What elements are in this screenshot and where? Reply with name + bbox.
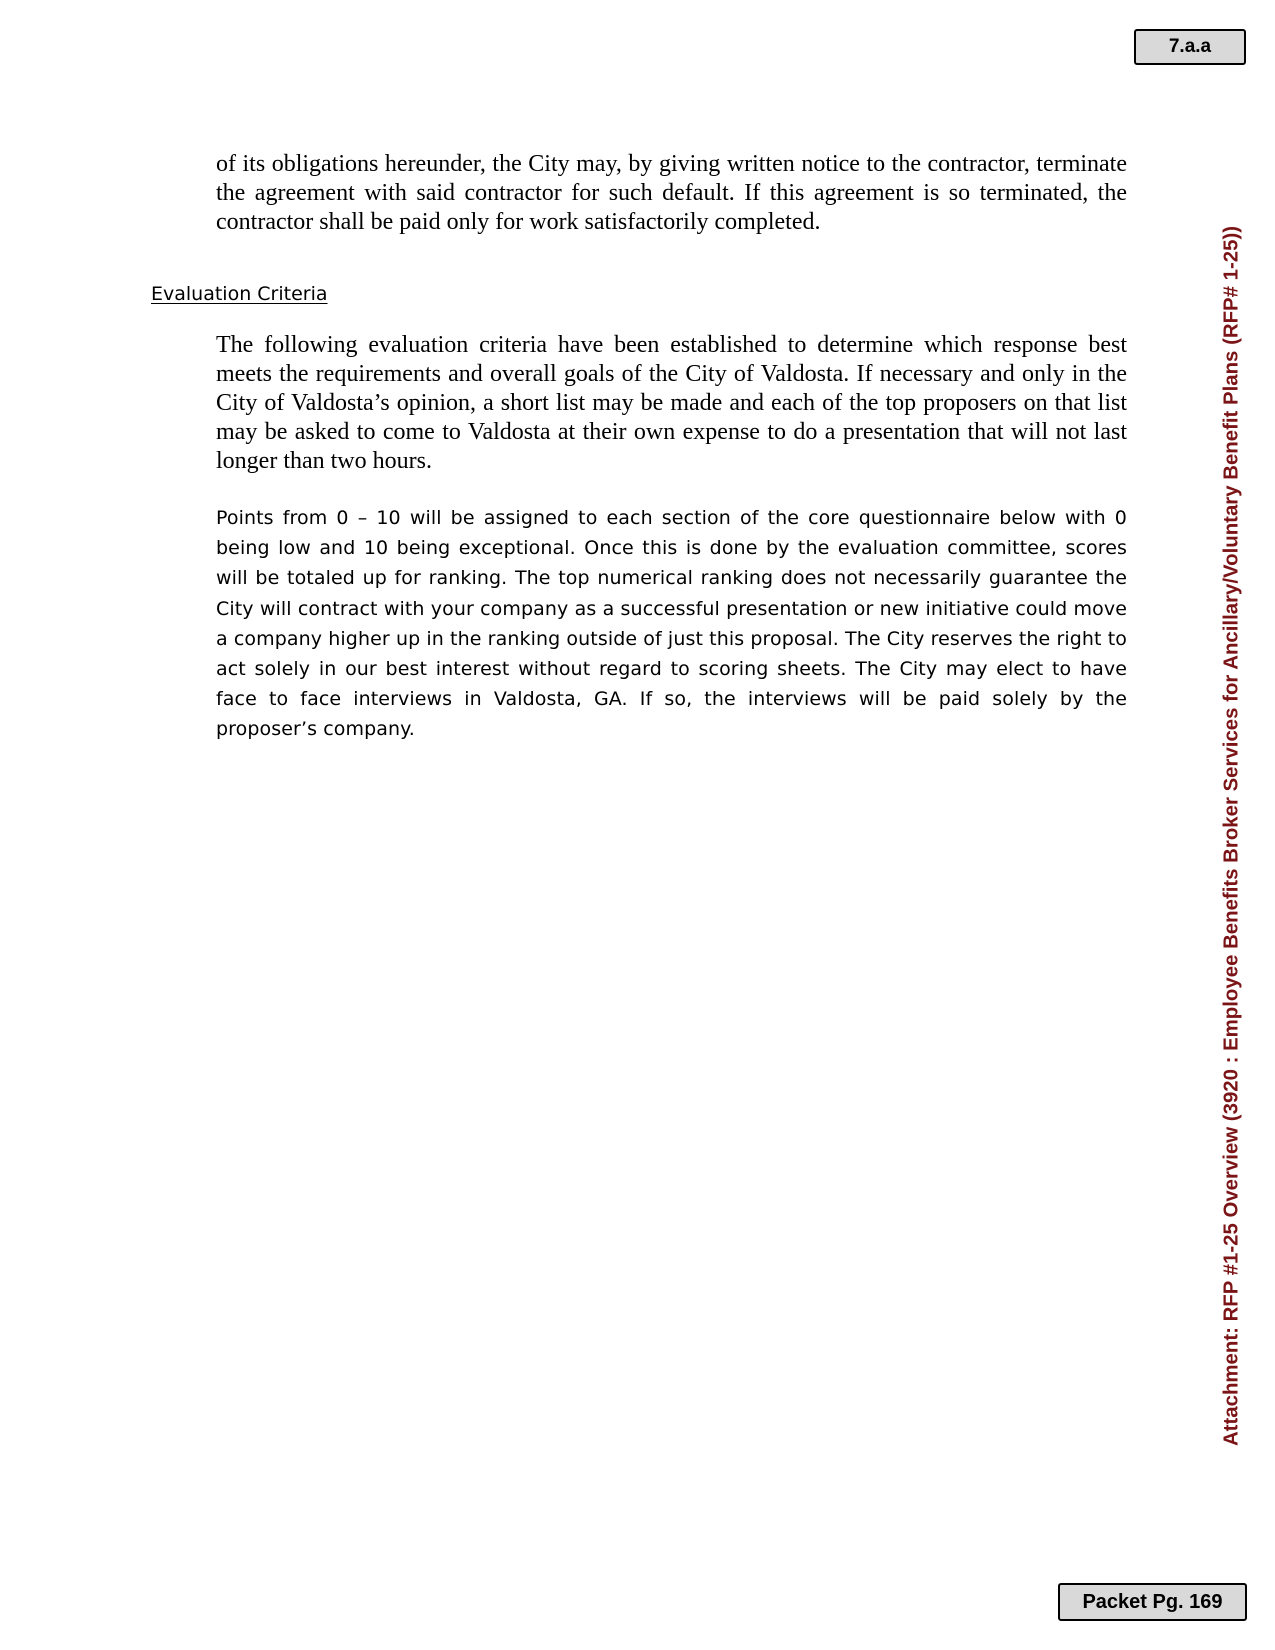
continuation-paragraph: of its obligations hereunder, the City may, by giving written notice to the contractor, terminate the agreement with said contractor for such default. If this agreement is so terminated, the contractor shall be paid only for work satisfactorily completed. bbox=[216, 151, 1127, 235]
points-paragraph: Points from 0 – 10 will be assigned to each section of the core questionnaire below with 0 being low and 10 being exceptional. Once this is done by the evaluation committee, scores will be totaled up for ranking. The top numerical ranking does not necessarily guarantee the City will contract with your company as a successful presentation or new initiative could move a company higher up in the ranking outside of just this proposal. The City reserves the right to act solely in our best interest without regard to scoring sheets. The City may elect to have face to face interviews in Valdosta, GA. If so, the interviews will be paid solely by the proposer’s company. bbox=[216, 507, 1128, 741]
page-label: 7.a.a bbox=[1168, 36, 1212, 57]
section-heading-evaluation-criteria: Evaluation Criteria bbox=[151, 283, 328, 305]
side-attachment-label bbox=[1217, 208, 1247, 1463]
page-label-box bbox=[1134, 29, 1246, 65]
evaluation-paragraph: The following evaluation criteria have been established to determine which response best meets the requirements and overall goals of the City of Valdosta. If necessary and only in the City of Valdosta’s opinion, a short list may be made and each of the top proposers on that list may be asked to come to Valdosta at their own expense to do a presentation that will not last longer than two hours. bbox=[216, 332, 1127, 474]
packet-page-number: Packet Pg. 169 bbox=[1082, 1591, 1223, 1613]
side-attachment-text: Attachment: RFP #1-25 Overview (3920 : Employee Benefits Broker Services for Ancillary/Voluntary Benefit Plans (RFP# 1-25)) bbox=[1220, 225, 1243, 1446]
packet-page-box bbox=[1058, 1583, 1247, 1621]
